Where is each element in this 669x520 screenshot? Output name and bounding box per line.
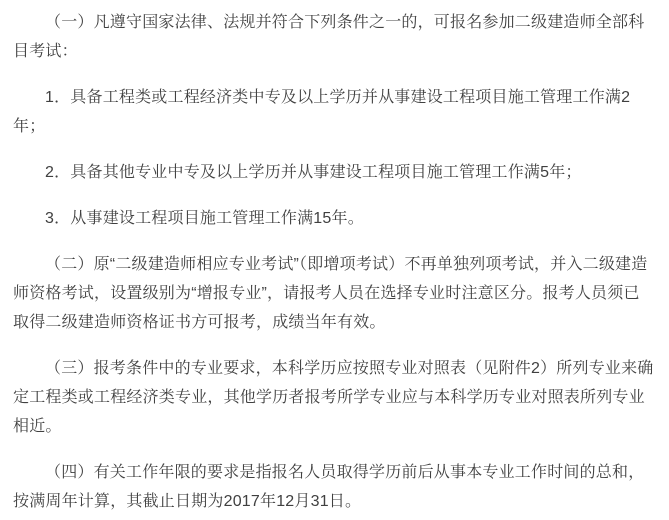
clause-3-major-requirements: （三）报考条件中的专业要求，本科学历应按照专业对照表（见附件2）所列专业来确定工程类或工程经济类专业，其他学历者报考所学专业应与本科学历专业对照表所列专业相近。: [13, 360, 654, 435]
clause-4-work-years-deadline: （四）有关工作年限的要求是指报名人员取得学历前后从事本专业工作时间的总和，按满周年计算，其截止日期为2017年12月31日。: [13, 464, 645, 510]
item-2-other-major-5-years: 2．具备其他专业中专及以上学历并从事建设工程项目施工管理工作满5年；: [45, 164, 582, 181]
clause-1-general-conditions: （一）凡遵守国家法律、法规并符合下列条件之一的，可报名参加二级建造师全部科目考试：: [13, 14, 645, 60]
item-3-management-15-years: 3．从事建设工程项目施工管理工作满15年。: [45, 210, 364, 227]
item-1-engineering-degree-2-years: 1．具备工程类或工程经济类中专及以上学历并从事建设工程项目施工管理工作满2年；: [13, 89, 631, 135]
clause-2-additional-major-exam: （二）原“二级建造师相应专业考试”（即增项考试）不再单独列项考试，并入二级建造师资格考试，设置级别为“增报专业”，请报考人员在选择专业时注意区分。报考人员须已取得二级建造师资格证书方可报考，成绩当年有效。: [13, 256, 648, 331]
